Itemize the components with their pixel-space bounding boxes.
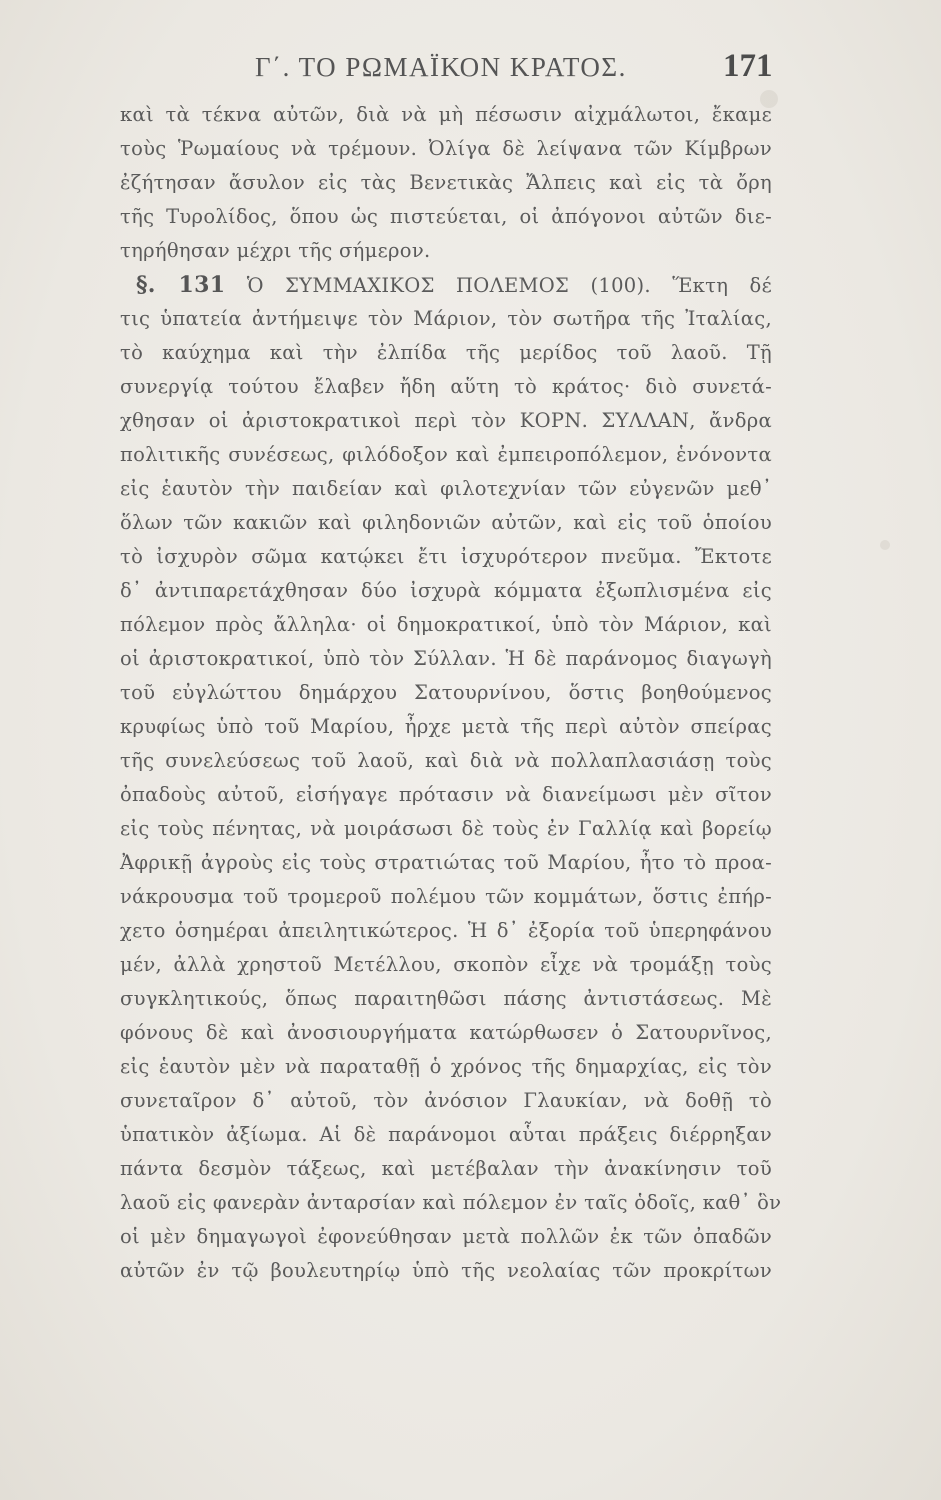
text-line: τῆς Τυρολίδος, ὅπου ὡς πιστεύεται, οἱ ἀπόγονοι αὐτῶν διε- xyxy=(120,205,772,228)
text-line: τηρήθησαν μέχρι τῆς σήμερον. xyxy=(120,239,431,262)
text-line: μέν, ἀλλὰ χρηστοῦ Μετέλλου, σκοπὸν εἶχε νὰ τρομάξῃ τοὺς xyxy=(120,953,772,976)
body-text xyxy=(120,98,782,1288)
text-line: τὸ ἰσχυρὸν σῶμα κατῴκει ἔτι ἰσχυρότερον πνεῦμα. Ἔκτοτε xyxy=(120,545,772,568)
text-line: συγκλητικούς, ὅπως παραιτηθῶσι πάσης ἀντιστάσεως. Μὲ xyxy=(120,987,772,1010)
text-line: ὀπαδοὺς αὐτοῦ, εἰσήγαγε πρότασιν νὰ διανείμωσι μὲν σῖτον xyxy=(120,783,772,806)
text-line: φόνους δὲ καὶ ἀνοσιουργήματα κατώρθωσεν ὁ Σατουρνῖνος, xyxy=(120,1021,772,1044)
text-line: συνεταῖρον δ᾽ αὐτοῦ, τὸν ἀνόσιον Γλαυκίαν, νὰ δοθῇ τὸ xyxy=(120,1089,772,1112)
text-line: καὶ τὰ τέκνα αὐτῶν, διὰ νὰ μὴ πέσωσιν αἰχμάλωτοι, ἔκαμε xyxy=(120,103,772,126)
text-line: τῆς συνελεύσεως τοῦ λαοῦ, καὶ διὰ νὰ πολλαπλασιάσῃ τοὺς xyxy=(120,749,772,772)
text-line: οἱ μὲν δημαγωγοὶ ἐφονεύθησαν μετὰ πολλῶν ἐκ τῶν ὀπαδῶν xyxy=(120,1225,772,1248)
text-line: πόλεμον πρὸς ἄλληλα· οἱ δημοκρατικοί, ὑπὸ τὸν Μάριον, καὶ xyxy=(120,613,772,636)
text-line: αὐτῶν ἐν τῷ βουλευτηρίῳ ὑπὸ τῆς νεολαίας τῶν προκρίτων xyxy=(120,1259,772,1282)
text-line: εἰς τοὺς πένητας, νὰ μοιράσωσι δὲ τοὺς ἐν Γαλλίᾳ καὶ βορείῳ xyxy=(120,817,772,840)
text-line: χθησαν οἱ ἀριστοκρατικοὶ περὶ τὸν ΚΟΡΝ. ΣΥΛΛΑΝ, ἄνδρα xyxy=(120,409,772,432)
text-line: τοῦ εὐγλώττου δημάρχου Σατουρνίνου, ὅστις βοηθούμενος xyxy=(120,681,772,704)
text-line: νάκρουσμα τοῦ τρομεροῦ πολέμου τῶν κομμάτων, ὅστις ἐπήρ- xyxy=(120,885,772,908)
paper-stain xyxy=(880,540,890,550)
text-line: δ᾽ ἀντιπαρετάχθησαν δύο ἰσχυρὰ κόμματα ἐξωπλισμένα εἰς xyxy=(120,579,772,602)
text-line: πάντα δεσμὸν τάξεως, καὶ μετέβαλαν τὴν ἀνακίνησιν τοῦ xyxy=(120,1157,772,1180)
page-number: 171 xyxy=(723,48,773,84)
section-heading-line xyxy=(120,268,772,302)
text-line: Ἀφρικῇ ἀγροὺς εἰς τοὺς στρατιώτας τοῦ Μαρίου, ἦτο τὸ προα- xyxy=(120,851,772,874)
text-line: ὑπατικὸν ἀξίωμα. Αἱ δὲ παράνομοι αὗται πράξεις διέρρηξαν xyxy=(120,1123,772,1146)
text-line: τοὺς Ῥωμαίους νὰ τρέμουν. Ὀλίγα δὲ λείψανα τῶν Κίμβρων xyxy=(120,137,772,160)
text-line: ὅλων τῶν κακιῶν καὶ φιληδονιῶν αὐτῶν, καὶ εἰς τοῦ ὁποίου xyxy=(120,511,772,534)
text-line: συνεργίᾳ τούτου ἔλαβεν ἤδη αὕτη τὸ κράτος· διὸ συνετά- xyxy=(120,375,772,398)
text-line: κρυφίως ὑπὸ τοῦ Μαρίου, ἦρχε μετὰ τῆς περὶ αὐτὸν σπείρας xyxy=(120,715,772,738)
text-line: τὸ καύχημα καὶ τὴν ἐλπίδα τῆς μερίδος τοῦ λαοῦ. Τῇ xyxy=(120,341,772,364)
text-line: χετο ὁσημέραι ἀπειλητικώτερος. Ἡ δ᾽ ἐξορία τοῦ ὑπερηφάνου xyxy=(120,919,772,942)
section-heading-text: Ὁ ΣΥΜΜΑΧΙΚΟΣ ΠΟΛΕΜΟΣ (100). Ἕκτη δέ xyxy=(225,274,772,297)
running-head xyxy=(0,48,941,92)
text-line: ἐζήτησαν ἄσυλον εἰς τὰς Βενετικὰς Ἄλπεις καὶ εἰς τὰ ὄρη xyxy=(120,171,772,194)
text-line: οἱ ἀριστοκρατικοί, ὑπὸ τὸν Σύλλαν. Ἡ δὲ παράνομος διαγωγὴ xyxy=(120,647,772,670)
running-title: Γ΄. ΤΟ ΡΩΜΑΪΚΟΝ ΚΡΑΤΟΣ. xyxy=(255,52,627,82)
text-line: λαοῦ εἰς φανερὰν ἀνταρσίαν καὶ πόλεμον ἐν ταῖς ὁδοῖς, καθ᾽ ὃν xyxy=(120,1191,782,1214)
text-line: εἰς ἑαυτὸν τὴν παιδείαν καὶ φιλοτεχνίαν τῶν εὐγενῶν μεθ᾽ xyxy=(120,477,772,500)
text-line: πολιτικῆς συνέσεως, φιλόδοξον καὶ ἐμπειροπόλεμον, ἑνόνοντα xyxy=(120,443,772,466)
text-line: εἰς ἑαυτὸν μὲν νὰ παραταθῇ ὁ χρόνος τῆς δημαρχίας, εἰς τὸν xyxy=(120,1055,772,1078)
text-line: τις ὑπατεία ἀντήμειψε τὸν Μάριον, τὸν σωτῆρα τῆς Ἰταλίας, xyxy=(120,307,772,330)
section-number: §. 131 xyxy=(136,272,226,298)
